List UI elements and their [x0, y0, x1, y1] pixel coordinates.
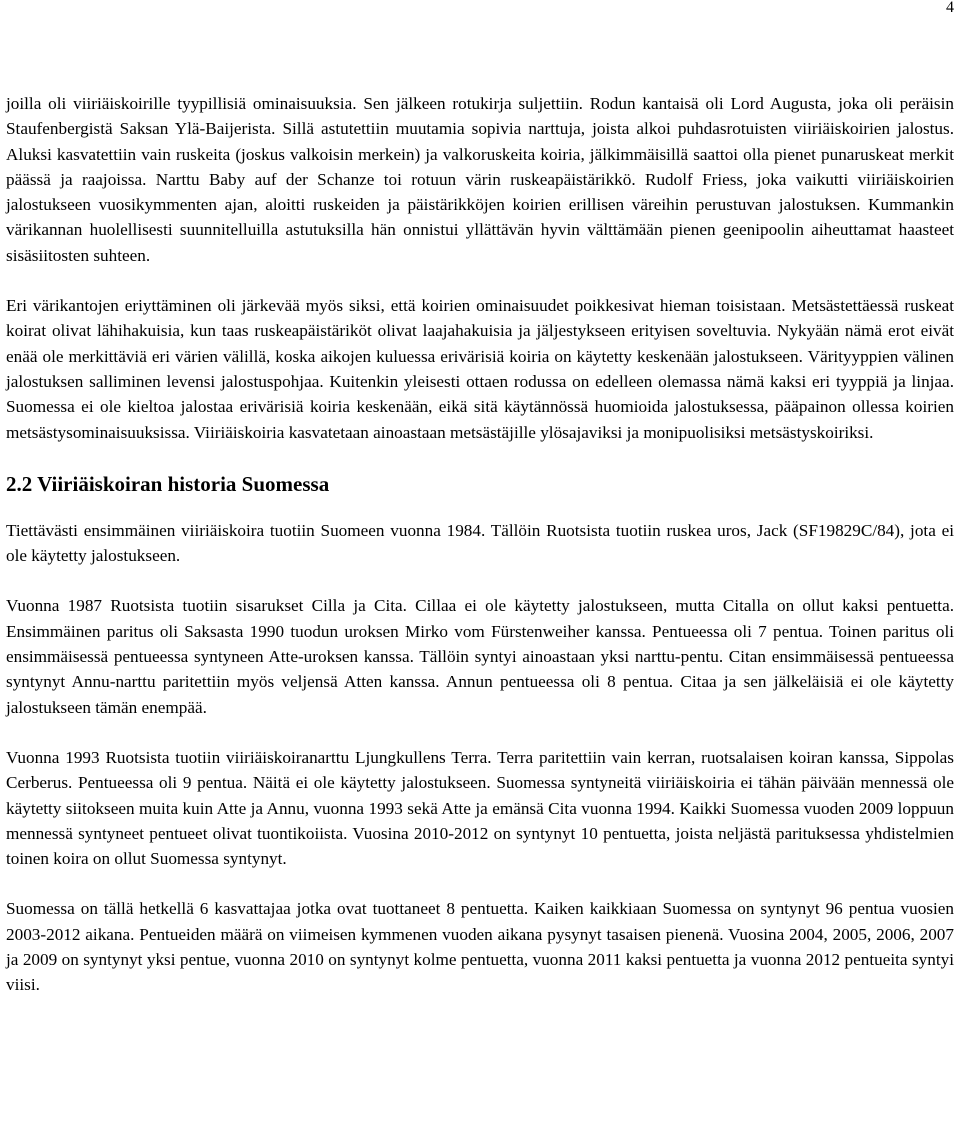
paragraph-cilla-cita: Vuonna 1987 Ruotsista tuotiin sisarukset Cilla ja Cita. Cillaa ei ole käytetty jalostukseen, mutta Citalla on ollut kaksi pentuetta. Ensimmäinen paritus oli Saksasta 1990 tuodun uroksen Mirko vom Fürstenweiher kanssa. Pentueessa oli 7 pentua. Toinen paritus oli ensimmäisessä pentueessa syntyneen Atte-uroksen kanssa. Tällöin syntyi ainoastaan yksi narttu-pentu. Citan ensimmäisessä pentueessa syntynyt Annu-narttu paritettiin myös veljensä Atten kanssa. Annun pentueessa oli 8 pentua. Citaa ja sen jälkeläisiä ei ole käytetty jalostukseen tämän enempää. [6, 596, 954, 717]
paragraph-varikannat: Eri värikantojen eriyttäminen oli järkevää myös siksi, että koirien ominaisuudet poikkesivat hieman toisistaan. Metsästettäessä ruskeat koirat olivat lähihakuisia, kun taas ruskeapäistäriköt olivat laajahakuisia ja jäljestykseen erityisen soveltuvia. Nykyään nämä erot eivät enää ole merkittäviä eri värien välillä, koska aikojen kuluessa erivärisiä koiria on käytetty keskenään jalostukseen. Värityyppien välinen jalostuksen salliminen levensi jalostuspohjaa. Kuitenkin yleisesti ottaen rodussa on edelleen olemassa nämä kaksi eri tyyppiä ja linjaa. Suomessa ei ole kieltoa jalostaa erivärisiä koiria keskenään, eikä sitä käytännössä huomioida jalostuksessa, pääpainon ollessa koirien metsästysominaisuuksissa. Viiriäiskoiria kasvatetaan ainoastaan metsästäjille ylösajaviksi ja monipuolisiksi metsästyskoiriksi. [6, 296, 954, 442]
section-heading: 2.2 Viiriäiskoiran historia Suomessa [6, 471, 330, 496]
document-body [6, 91, 954, 998]
paragraph-rotukirja: joilla oli viiriäiskoirille tyypillisiä ominaisuuksia. Sen jälkeen rotukirja suljettiin. Rodun kantaisä oli Lord Augusta, joka oli peräisin Staufenbergistä Saksan Ylä-Baijerista. Sillä astutettiin muutamia sopivia narttuja, joista alkoi puhdasrotuisten viiriäiskoirien jalostus. Aluksi kasvatettiin vain ruskeita (joskus valkoisin merkein) ja valkoruskeita koiria, jälkimmäisillä saattoi olla pienet punaruskeat merkit päässä ja raajoissa. Narttu Baby auf der Schanze toi rotuun värin ruskeapäistärikkö. Rudolf Friess, joka vaikutti viiriäiskoirien jalostukseen vuosikymmenten ajan, aloitti ruskeiden ja päistärikköjen koirien erillisen väreihin perustuvan jalostuksen. Kummankin värikannan huolellisesti suunnitelluilla astutuksilla hän onnistui yllättävän hyvin välttämään pienen geenipoolin aiheuttamat haasteet sisäsiitosten suhteen. [6, 94, 954, 265]
paragraph-terra: Vuonna 1993 Ruotsista tuotiin viiriäiskoiranarttu Ljungkullens Terra. Terra paritettiin vain kerran, ruotsalaisen koiran kanssa, Sippolas Cerberus. Pentueessa oli 9 pentua. Näitä ei ole käytetty jalostukseen. Suomessa syntyneitä viiriäiskoiria ei tähän päivään mennessä ole käytetty siitokseen muita kuin Atte ja Annu, vuonna 1993 sekä Atte ja emänsä Cita vuonna 1994. Kaikki Suomessa vuoden 2009 loppuun mennessä syntyneet pentueet olivat tuontikoiista. Vuosina 2010-2012 on syntynyt 10 pentuetta, joista neljästä parituksessa yhdistelmien toinen koira on ollut Suomessa syntynyt. [6, 747, 954, 869]
paragraph-kasvattajat: Suomessa on tällä hetkellä 6 kasvattajaa jotka ovat tuottaneet 8 pentuetta. Kaiken kaikkiaan Suomessa on syntynyt 96 pentua vuosien 2003-2012 aikana. Pentueiden määrä on viimeisen kymmenen vuoden aikana pysynyt tasaisen pienenä. Vuosina 2004, 2005, 2006, 2007 ja 2009 on syntynyt yksi pentue, vuonna 2010 on syntynyt kolme pentuetta, vuonna 2011 kaksi pentuetta ja vuonna 2012 pentueita syntyi viisi. [6, 899, 954, 995]
paragraph-ensimmainen-tuonti: Tiettävästi ensimmäinen viiriäiskoira tuotiin Suomeen vuonna 1984. Tällöin Ruotsista tuotiin ruskea uros, Jack (SF19829C/84), jota ei ole käytetty jalostukseen. [6, 520, 954, 566]
page-number: 4 [946, 0, 954, 16]
